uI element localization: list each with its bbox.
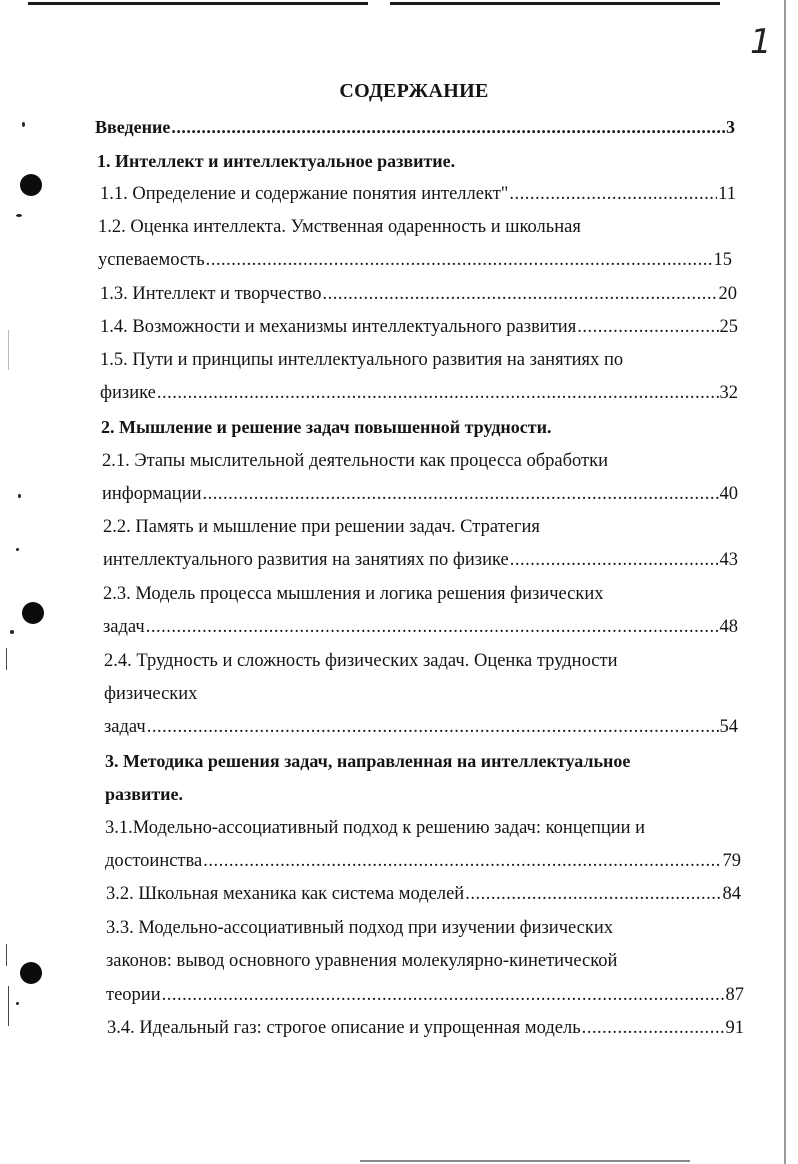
scan-speck <box>22 122 25 127</box>
toc-entry-2-1-line1: 2.1. Этапы мыслительной деятельности как процесса обработки <box>102 451 608 471</box>
toc-chapter-3-line2: развитие. <box>105 784 184 804</box>
leader-dots <box>203 848 721 874</box>
binder-hole <box>20 174 42 196</box>
toc-entry-2-2-line1: 2.2. Память и мышление при решении задач. Стратегия <box>103 517 540 537</box>
toc-entry-1-4 <box>100 314 738 340</box>
binder-hole <box>22 602 44 624</box>
toc-entry-1-5 <box>100 380 738 406</box>
scan-speck <box>16 214 22 217</box>
scan-edge-bottom <box>360 1160 690 1162</box>
toc-page: 20 <box>718 284 737 304</box>
toc-label: задач <box>104 717 146 737</box>
toc-label: 1.1. Определение и содержание понятия интеллект" <box>100 184 509 204</box>
toc-label: 3.2. Школьная механика как система моделей <box>106 884 465 904</box>
toc-page: 25 <box>719 317 738 337</box>
toc-label: успеваемость <box>98 250 205 270</box>
toc-entry-1-3 <box>100 281 737 307</box>
leader-dots <box>171 114 725 140</box>
scan-edge-right <box>784 0 786 1164</box>
toc-entry-3-1-line1: 3.1.Модельно-ассоциативный подход к решению задач: концепции и <box>105 818 646 838</box>
scan-mark <box>6 648 7 670</box>
toc-entry-2-3-line1: 2.3. Модель процесса мышления и логика решения физических <box>103 584 604 604</box>
toc-label: 1.4. Возможности и механизмы интеллектуального развития <box>100 317 577 337</box>
leader-dots <box>465 881 721 907</box>
toc-page: 15 <box>713 250 732 270</box>
scan-speck <box>18 494 21 498</box>
binder-hole <box>20 962 42 984</box>
toc-entry-3-1 <box>105 848 741 874</box>
toc-label: 1.3. Интеллект и творчество <box>100 284 322 304</box>
scan-edge-top <box>28 2 368 5</box>
toc-chapter-3-line1: 3. Методика решения задач, направленная на интеллектуальное <box>105 751 631 771</box>
toc-label: достоинства <box>105 851 203 871</box>
scan-edge-top-right <box>390 2 720 5</box>
scan-mark <box>8 986 9 1026</box>
toc-page: 84 <box>722 884 741 904</box>
leader-dots <box>322 281 717 307</box>
toc-page: 91 <box>725 1018 744 1038</box>
leader-dots <box>582 1015 725 1041</box>
scan-mark <box>8 330 9 370</box>
toc-chapter-1: 1. Интеллект и интеллектуальное развитие. <box>97 151 456 171</box>
toc-label: теории <box>106 985 161 1005</box>
handwritten-page-number: 1 <box>750 22 772 62</box>
toc-chapter-2: 2. Мышление и решение задач повышенной трудности. <box>101 417 552 437</box>
toc-entry-2-4-line2: физических <box>104 684 198 704</box>
toc-entry-1-1 <box>100 181 736 207</box>
toc-entry-2-2 <box>103 547 738 573</box>
toc-page: 3 <box>726 117 735 137</box>
toc-entry-1-2-line1: 1.2. Оценка интеллекта. Умственная одаренность и школьная <box>98 217 581 237</box>
toc-page: 87 <box>725 985 744 1005</box>
leader-dots <box>162 982 725 1008</box>
leader-dots <box>147 714 719 740</box>
toc-entry-2-4-line1: 2.4. Трудность и сложность физических задач. Оценка трудности <box>104 651 618 671</box>
toc-entry-3-4 <box>107 1015 744 1041</box>
toc-entry-3-3-line2: законов: вывод основного уравнения молекулярно-кинетической <box>106 951 618 971</box>
toc-page: 32 <box>719 383 738 403</box>
toc-page: 54 <box>719 717 738 737</box>
toc-entry-3-3 <box>106 982 744 1008</box>
toc-label: физике <box>100 383 156 403</box>
toc-label: задач <box>103 617 145 637</box>
leader-dots <box>157 380 719 406</box>
toc-entry-1-2 <box>98 247 732 273</box>
leader-dots <box>509 181 717 207</box>
toc-page: 11 <box>718 184 736 204</box>
toc-entry-3-2 <box>106 881 741 907</box>
leader-dots <box>146 614 719 640</box>
toc-page: 40 <box>719 484 738 504</box>
toc-label: информации <box>102 484 202 504</box>
toc-label: Введение <box>95 117 171 137</box>
scan-speck <box>16 1002 19 1005</box>
leader-dots <box>577 314 718 340</box>
page-title: СОДЕРЖАНИЕ <box>339 80 489 102</box>
leader-dots <box>203 481 719 507</box>
toc-page: 79 <box>722 851 741 871</box>
leader-dots <box>206 247 713 273</box>
scan-speck <box>16 548 19 551</box>
toc-entry-3-3-line1: 3.3. Модельно-ассоциативный подход при изучении физических <box>106 918 614 938</box>
toc-entry-2-4 <box>104 714 738 740</box>
toc-label: интеллектуального развития на занятиях по физике <box>103 550 509 570</box>
toc-entry-intro <box>95 114 735 140</box>
toc-page: 43 <box>719 550 738 570</box>
scan-speck <box>10 630 14 634</box>
toc-page: 48 <box>719 617 738 637</box>
scan-mark <box>6 944 7 966</box>
leader-dots <box>510 547 719 573</box>
toc-label: 3.4. Идеальный газ: строгое описание и упрощенная модель <box>107 1018 581 1038</box>
toc-entry-2-3 <box>103 614 738 640</box>
toc-entry-2-1 <box>102 481 738 507</box>
toc-entry-1-5-line1: 1.5. Пути и принципы интеллектуального развития на занятиях по <box>100 350 624 370</box>
